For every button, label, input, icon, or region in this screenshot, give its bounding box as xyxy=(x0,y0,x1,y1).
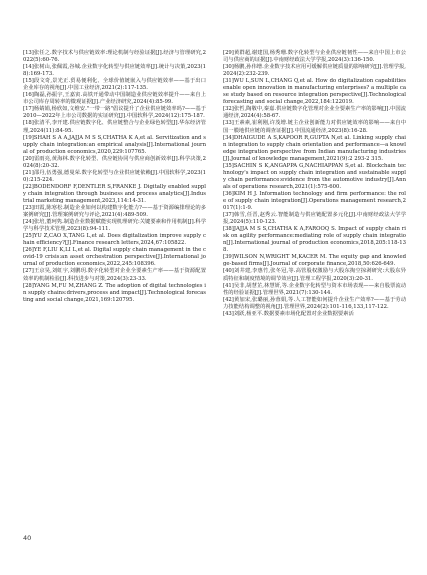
reference-entry: [27]王京昊,刘虹宇,刘鹏玥.数字化转型对企业全要素生产率——基于资源配置效率的机制检验[J].科技进步与对策,2024(3):23-33. xyxy=(23,268,206,282)
reference-entry: [39]WILSON N,WRIGHT M,KACER M. The equity gap and knowledge-based firms[J].Journal of corporate finance,2018,50:626-649. xyxy=(223,254,406,268)
reference-entry: [24]张培,董珂隽.制造企业数据赋能实现机理研究:关键要素和作用机制[J].科学学与科学技术管理,2023(8):94-111. xyxy=(23,219,206,233)
reference-entry: [21]邵丹,伍勇强,德曼荣.数字化转型与企业供应链依赖[J].中国软科学,2023(10):215-224. xyxy=(23,169,206,183)
references-left-column xyxy=(23,50,206,304)
reference-entry: [36]KIM H J. Information technology and firm performance: the role of supply chain integration[J].Operations management research,2017(1):1-9. xyxy=(223,190,406,212)
reference-entry: [30]杨鹏,孙伟增.企业数字技术应用可缓解供应链质量的影响研究[J].管理学报,2024(2):232-239. xyxy=(223,64,406,78)
reference-entry: [35]SACHIN S K,ANGAPPA G,NACHIAPPAN S,et al. Blockchain technology's impact on supply chain integration and sustainable supply chain performance:evidence from the automotive industry[J].Annals of operations research,2021(1):575-600. xyxy=(223,162,406,190)
reference-entry: [16]陶磊,孙振宇,王嘉寅.高铁开通带动中国制造业供应链效率提升——来自上市公司库存周转率的微观证据[J].产业经济研究,2024(4):85-99. xyxy=(23,92,206,106)
reference-entry: [33]王素素,崔利刚,许茂增.链主企业创新能力对供应链效率的影响——来自中国一膜地供应链的调查证据[J].中国流通经济,2023(8):16-28. xyxy=(223,120,406,134)
reference-entry: [15]段文奇,景光正.贸易便利化、全球价值链嵌入与供应链效率——基于出口企业库存的视角[J].中国工业经济,2021(2):117-135. xyxy=(23,78,206,92)
reference-entry: [34]DHAIGUDE A S,KAPOOR R,GUPTA N,et al. Linking supply chain integration to supply chain orientation and performance—a knowledge integration perspective from Indian manufacturing industries[J].Journal of knowledge management,2021(9):2 293-2 315. xyxy=(223,134,406,162)
reference-entry: [31]WU L,SUN L,CHANG Q,et al. How do digitalization capabilities enable open innovation in manufacturing enterprises? a multiple case study based on resource integration perspective[J].Technological forecasting and social change,2022,184:122019. xyxy=(223,78,406,106)
reference-entry: [13]张任之.数字技术与供应链效率:理论机制与经验证据[J].经济与管理研究,2022(5):60-76. xyxy=(23,50,206,64)
reference-entry: [25]YU Z,CAO X,TANG L,et al. Does digitalization improve supply chain efficiency?[J].Finance research letters,2024,67:105822. xyxy=(23,233,206,247)
reference-entry: [23]田霞,陈寒松.制造企业如何以构建数字化能力?——基于资源编排理论的多案例研究[J].管理案例研究与评论,2021(4):489-509. xyxy=(23,205,206,219)
page-number: 40 xyxy=(23,534,32,542)
reference-entry: [19]SHAH S A A,JAJJA M S S,CHATHA K A,et al. Servitization and supply chain integration:an empirical analysis[J].International journal of production economics,2020,229:107765. xyxy=(23,134,206,155)
reference-entry: [40]刘井建,李惠竹,张冬冠,等.高管股权激励与大股东掏空掠剥研究:大股东异质特征和制度情境的调节效应[J].管理工程学报,2020(3):20-31. xyxy=(223,268,406,282)
reference-entry: [18]张清平,李开建.供应链数字化、供应链整合与企业绿色转型[J].华东经济管理,2024(11):84-95. xyxy=(23,120,206,134)
reference-entry: [22]BODENDORF F,DENTLER S,FRANKE J. Digitally enabled supply chain integration through business and process analytics[J].Industrial marketing management,2023,114:14-31. xyxy=(23,183,206,204)
reference-entry: [41]吴非,胡慧芷,林慧妍,等.企业数字化转型与资本市场表现——来自股票流动性的经验证据[J].管理世界,2021(7):130-144. xyxy=(223,282,406,296)
reference-entry: [42]黄加宋,张璐丽,孙蓉娟,等.人工智能如何提升企业生产效率?——基于劳动力技能结构调整的视角[J].管理世界,2024(2):101-116,133,117-122. xyxy=(223,296,406,310)
reference-entry: [20]雷雨亮,黄海林.数字化转型、供应链协同与供应商创新效率[J].科学决策,2024(8):20-32. xyxy=(23,155,206,169)
reference-entry: [29]黄群超,谢建国,杨秀珊.数字化转型与企业供应链韧性——来自中国上市公司与供应商的证据[J].中南财经政法大学学报,2024(3):136-150. xyxy=(223,50,406,64)
reference-entry: [26]YE F,LIU K,LI L,et al. Digital supply chain management in the covid-19 crisis:an asset orchestration perspective[J].International journal of production economics,2022,245:108396. xyxy=(23,247,206,268)
reference-entry: [17]杨婧娟,杨欣如,文维安."一带一路"倡议提升了企业供应链效率吗?——基于2010—2022年上市公司数据的实证研究[J].中国软科学,2024(12):175-187. xyxy=(23,106,206,120)
reference-entry: [43]刘跃,杨亚平.数据要素市场化配置对企业数据要素活 xyxy=(223,310,354,317)
references-right-column xyxy=(223,50,406,318)
reference-entry: [37]韩雪,任晋,赵秀云.智能制造与供应链配置多元化[J].中南财经政法大学学报,2024(5):110-123. xyxy=(223,212,406,226)
reference-entry: [38]JAJJA M S S,CHATHA K A,FAROOQ S. Impact of supply chain risk on agility performance:mediating role of supply chain integration[J].International journal of production economics,2018,205:118-138. xyxy=(223,226,406,254)
reference-entry: [28]YANG M,FU M,ZHANG Z. The adoption of digital technologies in supply chains:drivers,process and impact[J].Technological forecasting and social change,2021,169:120795. xyxy=(23,282,206,303)
reference-entry: [14]张树山,张佩霞,谷城.企业数字化转型与供应链效率[J].统计与决策,2023(18):169-173. xyxy=(23,64,206,78)
reference-entry: [32]张哲,陶敬中,秦嘉.供应链数字化管理对企业全要素生产率的影响[J].中国流通经济,2024(4):58-67. xyxy=(223,106,406,120)
